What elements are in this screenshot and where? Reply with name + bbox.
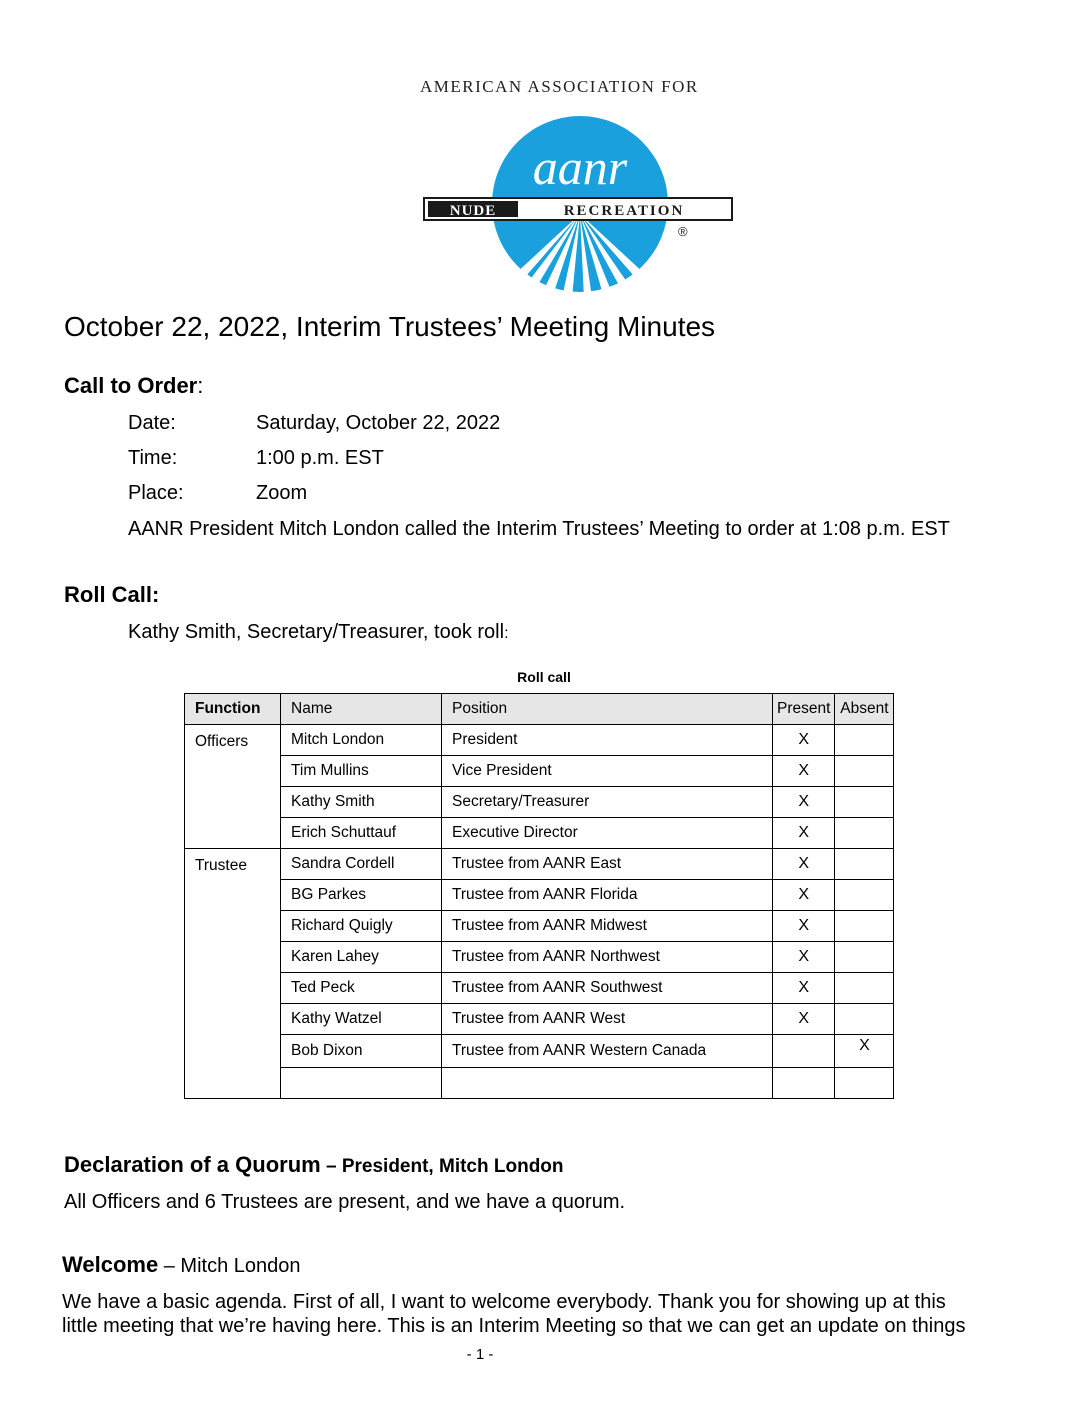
cell-present	[773, 1068, 835, 1099]
cell-absent	[835, 818, 894, 849]
table-row	[185, 756, 894, 787]
header-absent: Absent	[835, 694, 894, 725]
cell-absent	[835, 911, 894, 942]
aanr-logo	[420, 77, 736, 298]
roll-call-caption: Roll call	[517, 669, 571, 685]
welcome-heading-text: Welcome	[62, 1252, 159, 1277]
date-line	[128, 412, 500, 435]
cell-present: X	[773, 880, 835, 911]
cell-name: Kathy Smith	[281, 787, 442, 818]
cell-absent	[835, 880, 894, 911]
cell-name: Richard Quigly	[281, 911, 442, 942]
table-row	[185, 1004, 894, 1035]
cell-absent	[835, 787, 894, 818]
place-label: Place:	[128, 482, 184, 504]
cell-present: X	[773, 973, 835, 1004]
logo-banner-left: NUDE	[449, 203, 497, 219]
cell-name: Mitch London	[281, 725, 442, 756]
cell-present: X	[773, 756, 835, 787]
table-row	[185, 818, 894, 849]
cell-name	[281, 1068, 442, 1099]
cell-position	[442, 1068, 773, 1099]
table-row	[185, 787, 894, 818]
cell-position: Trustee from AANR East	[442, 849, 773, 880]
cell-absent	[835, 725, 894, 756]
cell-present: X	[773, 1004, 835, 1035]
table-row	[185, 725, 894, 756]
cell-position: Trustee from AANR Florida	[442, 880, 773, 911]
cell-present: X	[773, 849, 835, 880]
quorum-text: All Officers and 6 Trustees are present, and we have a quorum.	[64, 1191, 626, 1213]
table-row	[185, 942, 894, 973]
document-title: October 22, 2022, Interim Trustees’ Meeting Minutes	[64, 311, 716, 342]
cell-absent	[835, 849, 894, 880]
call-to-order-heading-colon: :	[197, 373, 204, 398]
table-row	[185, 880, 894, 911]
time-line	[128, 447, 384, 470]
call-to-order-heading	[64, 373, 203, 399]
table-header-row	[185, 694, 894, 725]
group-trustee: Trustee	[185, 849, 281, 1099]
cell-position: Trustee from AANR West	[442, 1004, 773, 1035]
header-position: Position	[442, 694, 773, 725]
quorum-heading	[64, 1152, 564, 1178]
table-row	[185, 1068, 894, 1099]
cell-present: X	[773, 725, 835, 756]
time-value: 1:00 p.m. EST	[256, 447, 384, 469]
date-value: Saturday, October 22, 2022	[256, 412, 501, 434]
date-label: Date:	[128, 412, 176, 434]
time-label: Time:	[128, 447, 178, 469]
cell-name: Bob Dixon	[281, 1035, 442, 1068]
cell-absent: X	[835, 1035, 894, 1068]
place-line	[128, 482, 307, 505]
cell-name: Erich Schuttauf	[281, 818, 442, 849]
quorum-heading-text: Declaration of a Quorum	[64, 1152, 321, 1177]
header-function: Function	[185, 694, 281, 725]
cell-position: Trustee from AANR Northwest	[442, 942, 773, 973]
cell-name: Tim Mullins	[281, 756, 442, 787]
roll-call-intro-colon: :	[504, 625, 509, 642]
cell-absent	[835, 1004, 894, 1035]
page-number: - 1 -	[466, 1346, 494, 1363]
cell-name: Sandra Cordell	[281, 849, 442, 880]
group-officers: Officers	[185, 725, 281, 849]
cell-present: X	[773, 787, 835, 818]
cell-absent	[835, 942, 894, 973]
cell-position: Trustee from AANR Midwest	[442, 911, 773, 942]
roll-call-heading: Roll Call:	[64, 582, 160, 607]
cell-position: President	[442, 725, 773, 756]
cell-present: X	[773, 818, 835, 849]
roll-call-table	[184, 693, 894, 1099]
cell-position: Executive Director	[442, 818, 773, 849]
table-row	[185, 1035, 894, 1068]
welcome-heading	[62, 1252, 301, 1278]
welcome-paragraph-line-2: little meeting that we’re having here. This is an Interim Meeting so that we can get an update on things	[62, 1315, 966, 1337]
welcome-heading-sub: – Mitch London	[158, 1255, 301, 1277]
cell-name: Kathy Watzel	[281, 1004, 442, 1035]
cell-absent	[835, 973, 894, 1004]
cell-position: Vice President	[442, 756, 773, 787]
place-value: Zoom	[256, 482, 308, 504]
logo-arc-text: AMERICAN ASSOCIATION FOR	[420, 77, 699, 96]
logo-banner-right: RECREATION	[563, 203, 685, 219]
table-row	[185, 911, 894, 942]
cell-present: X	[773, 911, 835, 942]
roll-call-intro-text: Kathy Smith, Secretary/Treasurer, took roll	[128, 621, 505, 643]
cell-present: X	[773, 942, 835, 973]
header-present: Present	[773, 694, 835, 725]
cell-position: Trustee from AANR Southwest	[442, 973, 773, 1004]
welcome-paragraph-line-1: We have a basic agenda. First of all, I want to welcome everybody. Thank you for showing up at this	[62, 1291, 946, 1313]
cell-name: BG Parkes	[281, 880, 442, 911]
cell-name: Karen Lahey	[281, 942, 442, 973]
cell-present	[773, 1035, 835, 1068]
call-to-order-heading-text: Call to Order	[64, 373, 198, 398]
cell-position: Trustee from AANR Western Canada	[442, 1035, 773, 1068]
cell-absent	[835, 756, 894, 787]
header-name: Name	[281, 694, 442, 725]
cell-name: Ted Peck	[281, 973, 442, 1004]
aanr-logo-graphic	[420, 77, 736, 298]
table-row	[185, 973, 894, 1004]
roll-call-intro	[128, 621, 509, 644]
cell-position: Secretary/Treasurer	[442, 787, 773, 818]
logo-wordmark: aanr	[532, 139, 628, 195]
cell-absent	[835, 1068, 894, 1099]
registered-mark: ®	[678, 224, 688, 239]
quorum-heading-sub: – President, Mitch London	[320, 1156, 564, 1177]
table-row	[185, 849, 894, 880]
call-to-order-statement: AANR President Mitch London called the Interim Trustees’ Meeting to order at 1:08 p.m. EST	[128, 518, 950, 540]
